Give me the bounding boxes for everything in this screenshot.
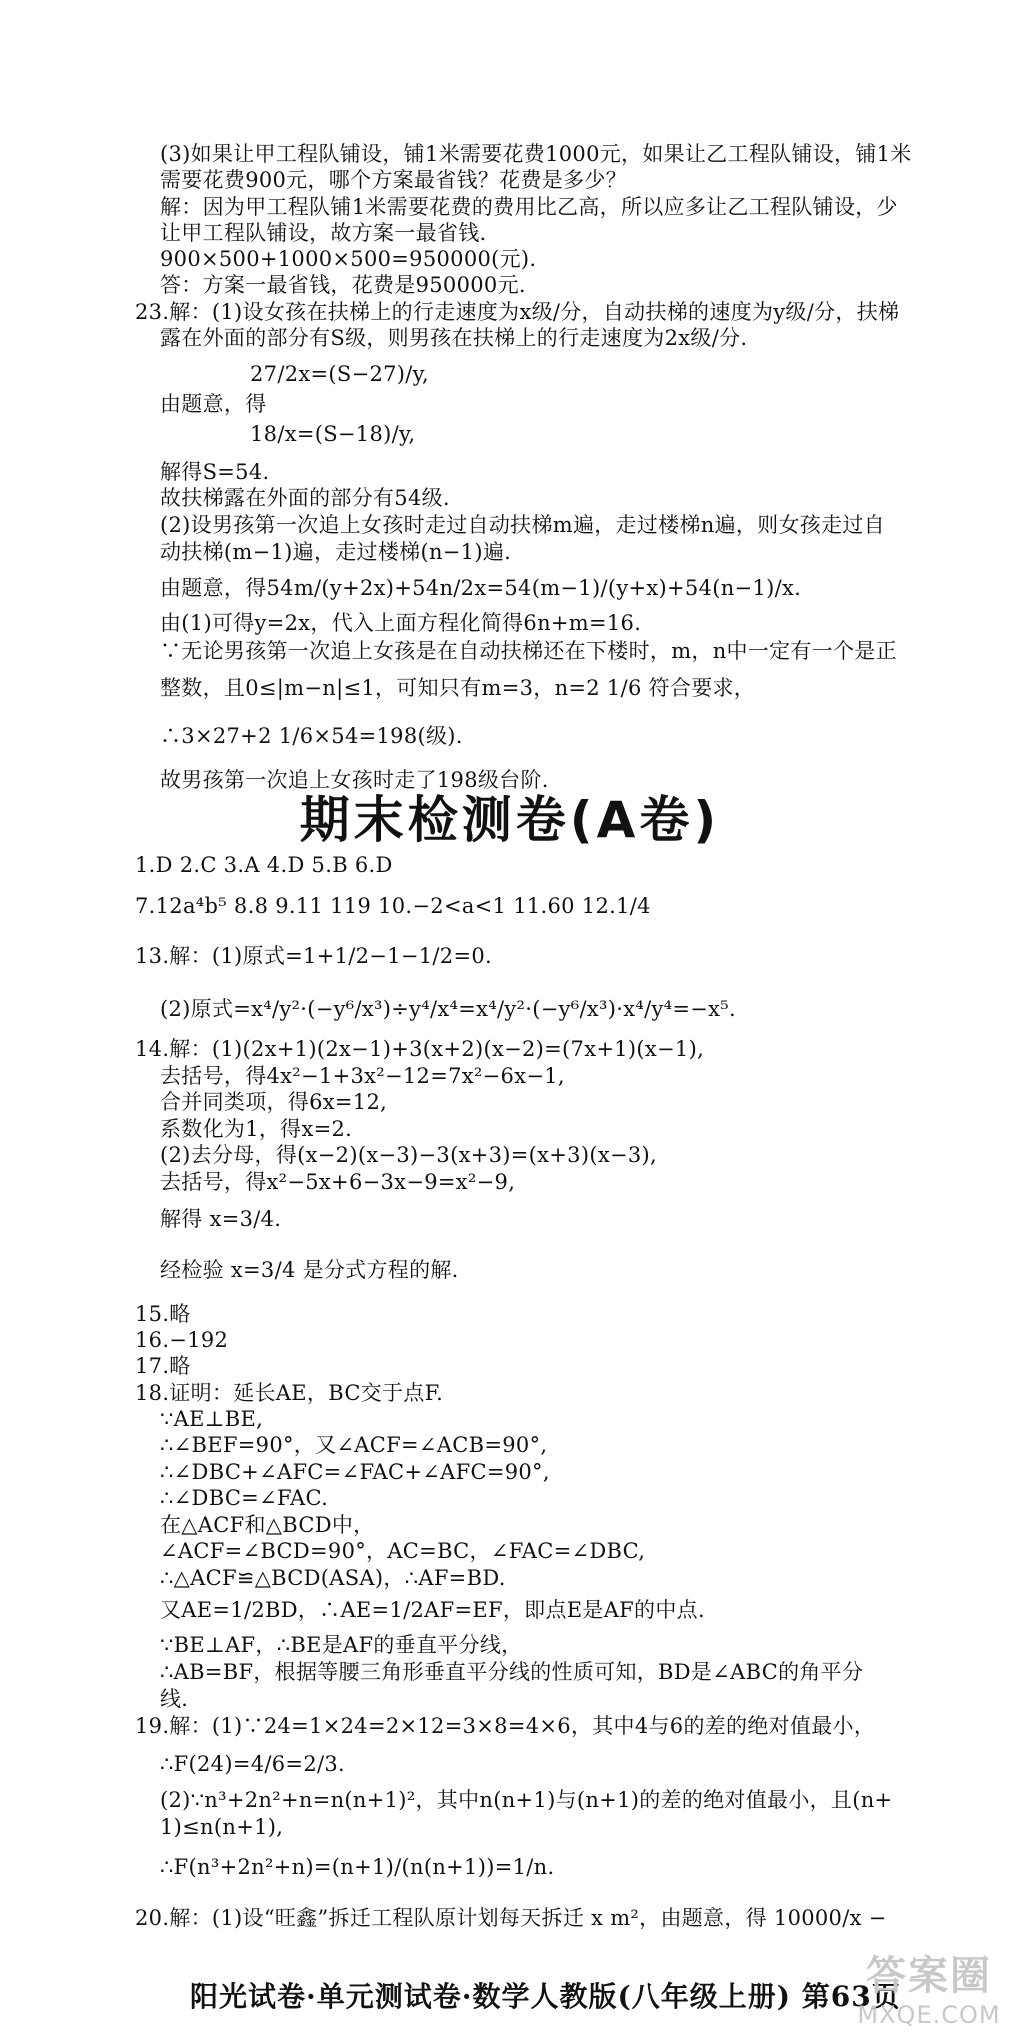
text-line: 由(1)可得y=2x，代入上面方程化简得6n+m=16. — [160, 611, 642, 635]
text-line: 经检验 x=3/4 是分式方程的解. — [160, 1258, 459, 1282]
text-line: (3)如果让甲工程队铺设，铺1米需要花费1000元，如果让乙工程队铺设，铺1米 — [160, 142, 912, 166]
text-line: ∴∠DBC+∠AFC=∠FAC+∠AFC=90°, — [160, 1460, 550, 1484]
watermark-logo — [844, 1952, 1014, 2040]
text-line: ∵无论男孩第一次追上女孩是在自动扶梯还在下楼时，m，n中一定有一个是正 — [160, 639, 897, 663]
text-line: 露在外面的部分有S级，则男孩在扶梯上的行走速度为2x级/分. — [160, 326, 748, 350]
text-line: 动扶梯(m−1)遍，走过楼梯(n−1)遍. — [160, 540, 512, 564]
text-line: 线. — [160, 1687, 189, 1711]
text-line: 在△ACF和△BCD中， — [160, 1513, 375, 1537]
text-line: 故男孩第一次追上女孩时走了198级台阶. — [160, 768, 549, 792]
section-title: 期末检测卷(A卷) — [299, 791, 721, 849]
watermark-line-1: 答案圈 — [866, 1953, 992, 1999]
text-line: 18/x=(S−18)/y, — [250, 422, 416, 446]
text-line: ∴F(24)=4/6=2/3. — [160, 1752, 345, 1776]
text-line: 故扶梯露在外面的部分有54级. — [160, 486, 450, 510]
text-line: 18.证明：延长AE，BC交于点F. — [135, 1381, 444, 1405]
text-line: 15.略 — [135, 1302, 191, 1326]
text-line: 13.解：(1)原式=1+1/2−1−1/2=0. — [135, 944, 492, 968]
text-line: ∠ACF=∠BCD=90°，AC=BC，∠FAC=∠DBC, — [160, 1539, 646, 1563]
text-line: 答：方案一最省钱，花费是950000元. — [160, 273, 526, 297]
text-line: 解得 x=3/4. — [160, 1207, 282, 1231]
text-line: (2)去分母，得(x−2)(x−3)−3(x+3)=(x+3)(x−3), — [160, 1143, 658, 1167]
text-line: ∴∠BEF=90°，又∠ACF=∠ACB=90°, — [160, 1433, 548, 1457]
text-line: 16.−192 — [135, 1328, 229, 1352]
text-line: ∴△ACF≌△BCD(ASA)，∴AF=BD. — [160, 1566, 506, 1590]
text-line: (2)∵n³+2n²+n=n(n+1)²，其中n(n+1)与(n+1)的差的绝对值最小，且(n+ — [160, 1788, 893, 1812]
text-line: ∵AE⊥BE, — [160, 1407, 264, 1431]
text-line: 1.D 2.C 3.A 4.D 5.B 6.D — [135, 853, 393, 877]
text-line: 7.12a⁴b⁵ 8.8 9.11 119 10.−2<a<1 11.60 12.1/4 — [135, 894, 651, 918]
text-line: 1)≤n(n+1), — [160, 1815, 284, 1839]
text-line: 解：因为甲工程队铺1米需要花费的费用比乙高，所以应多让乙工程队铺设，少 — [160, 195, 898, 219]
text-line: 去括号，得x²−5x+6−3x−9=x²−9, — [160, 1170, 516, 1194]
text-line: ∴∠DBC=∠FAC. — [160, 1486, 329, 1510]
text-line: ∴AB=BF，根据等腰三角形垂直平分线的性质可知，BD是∠ABC的角平分 — [160, 1660, 864, 1684]
text-line: ∴3×27+2 1/6×54=198(级). — [160, 724, 463, 748]
text-line: 由题意，得54m/(y+2x)+54n/2x=54(m−1)/(y+x)+54(n−1)/x. — [160, 576, 802, 600]
text-line: 让甲工程队铺设，故方案一最省钱. — [160, 221, 487, 245]
text-line: 又AE=1/2BD，∴AE=1/2AF=EF，即点E是AF的中点. — [160, 1598, 705, 1622]
page-footer: 阳光试卷·单元测试卷·数学人教版(八年级上册) 第63页 — [190, 1980, 901, 2013]
text-line: 需要花费900元，哪个方案最省钱？花费是多少？ — [160, 168, 627, 192]
text-line: 解得S=54. — [160, 460, 270, 484]
watermark-line-2: MXQE.COM — [857, 2001, 1001, 2029]
text-line: ∴F(n³+2n²+n)=(n+1)/(n(n+1))=1/n. — [160, 1855, 555, 1879]
text-line: 19.解：(1)∵24=1×24=2×12=3×8=4×6，其中4与6的差的绝对值最小， — [135, 1714, 876, 1738]
text-line: 系数化为1，得x=2. — [160, 1117, 353, 1141]
text-line: 17.略 — [135, 1354, 191, 1378]
text-line: 23.解：(1)设女孩在扶梯上的行走速度为x级/分，自动扶梯的速度为y级/分，扶梯 — [135, 300, 900, 324]
text-line: 合并同类项，得6x=12, — [160, 1090, 388, 1114]
text-line: 整数，且0≤|m−n|≤1，可知只有m=3，n=2 1/6 符合要求， — [160, 676, 756, 700]
text-line: 14.解：(1)(2x+1)(2x−1)+3(x+2)(x−2)=(7x+1)(x−1), — [135, 1037, 705, 1061]
text-line: 由题意，得 — [160, 392, 267, 416]
text-line: (2)原式=x⁴/y²·(−y⁶/x³)÷y⁴/x⁴=x⁴/y²·(−y⁶/x³)·x⁴/y⁴=−x⁵. — [160, 997, 736, 1021]
text-line: 27/2x=(S−27)/y, — [250, 362, 430, 386]
text-line: 去括号，得4x²−1+3x²−12=7x²−6x−1, — [160, 1064, 565, 1088]
text-line: 20.解：(1)设“旺鑫”拆迁工程队原计划每天拆迁 x m²，由题意，得 10000/x − — [135, 1906, 887, 1930]
text-line: (2)设男孩第一次追上女孩时走过自动扶梯m遍，走过楼梯n遍，则女孩走过自 — [160, 513, 885, 537]
text-line: 900×500+1000×500=950000(元). — [160, 247, 537, 271]
text-line: ∵BE⊥AF，∴BE是AF的垂直平分线， — [160, 1633, 523, 1657]
